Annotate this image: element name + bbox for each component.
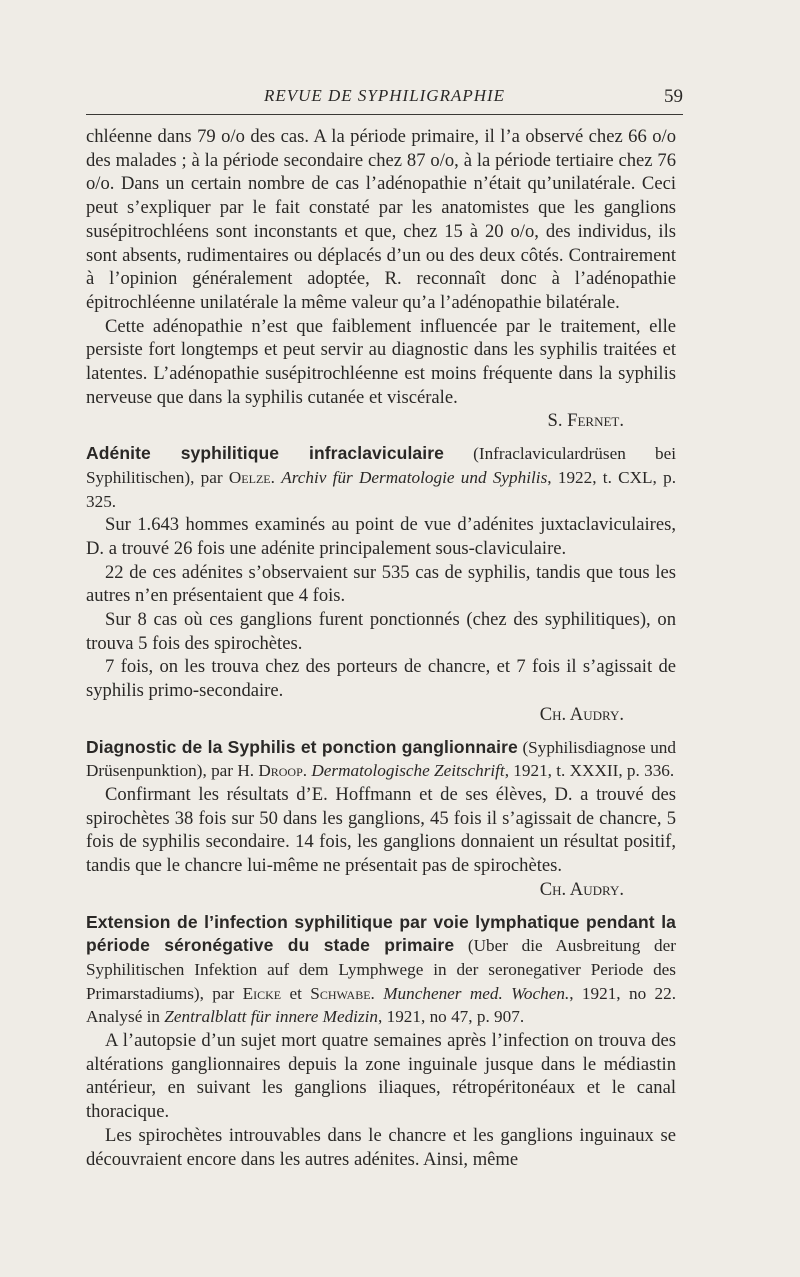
page-number: 59 (664, 86, 683, 107)
article2-ref-b: . (270, 467, 282, 487)
article4-ref-b: et (281, 983, 311, 1003)
article4-heading (86, 911, 676, 1030)
article4-ref-c: . (370, 983, 384, 1003)
article4-paragraph-1: A l’autopsie d’un sujet mort quatre semaines après l’infection on trouva des altérations ganglionnaires depuis la zone inguinale jusque dans le médiastin antérieur, en suivant les ganglions iliaques, rétropéritonéaux et le canal thoracique. (86, 1030, 676, 1123)
article4-title: Extension de l’infection syphilitique par voie lymphatique pendant la période séronégative du stade primaire (86, 911, 676, 956)
article1-paragraph-1: chléenne dans 79 o/o des cas. A la période primaire, il l’a observé chez 66 o/o des malades ; à la période secondaire chez 87 o/o, à la période tertiaire chez 76 o/o. Dans un certain nombre de cas l’adénopathie n’était qu’unilatérale. Ceci peut s’expliquer par le fait constaté par les anatomistes que les ganglions susépitrochléens sont inconstants et que, chez 15 à 20 o/o, des individus, ils sont absents, rudimentaires ou déplacés d’un ou des deux côtés. Contrairement à l’opinion généralement adoptée, R. reconnaît donc à l’adénopathie épitrochléenne unilatérale la même valeur qu’a l’adénopathie bilatérale. (86, 126, 676, 313)
article2-ref-a: (Infraclaviculardrüsen bei Syphilitischen), par (86, 444, 676, 487)
article1-paragraph-2-text: Cette adénopathie n’est que faiblement influencée par le traitement, elle persiste fort longtemps et peut servir au diagnostic dans les syphilis traitées et latentes. L’adénopathie susépitrochléenne est moins fréquente dans la syphilis nerveuse que dans la syphilis cutanée et viscérale. (86, 315, 676, 408)
article3-journal: Dermatologische Zeitschrift (311, 761, 505, 781)
page-body (86, 125, 676, 1171)
article1-signature-line (86, 409, 676, 433)
article3-paragraph-1: Confirmant les résultats d’E. Hoffmann et de ses élèves, D. a trouvé des spirochètes 38 fois sur 50 dans les ganglions, 45 fois il s’agissait de chancre, 5 fois de syphilis secondaire. 14 fois, les ganglions donnaient un résultat positif, tandis que le chancre lui-même ne présentait pas de spirochètes. (86, 783, 676, 877)
article2-title: Adénite syphilitique infraclaviculaire (86, 443, 444, 464)
article3-signature: Ch. Audry. (539, 878, 624, 900)
article4-author-1: Eicke (242, 983, 282, 1003)
article4-ref-d: , 1921, no 22. Analysé in (86, 983, 677, 1027)
article4-ref-a: (Uber die Ausbreitung der Syphilitischen Infektion auf dem Lymphwege in der seronegativer Periode des Primarstadiums), par (86, 936, 676, 1003)
header-rule (86, 114, 683, 115)
article2-heading (86, 442, 676, 513)
running-title: REVUE DE SYPHILIGRAPHIE (263, 86, 506, 105)
article4-ref-e: , 1921, no 47, p. 907. (378, 1007, 525, 1027)
article2-author: Oelze (228, 467, 271, 487)
article3-signature-line (86, 878, 676, 902)
article1-paragraph-2 (86, 315, 676, 410)
article4-journal-1: Munchener med. Wochen. (383, 983, 570, 1003)
article2-paragraph-4-text: 7 fois, on les trouva chez des porteurs de chancre, et 7 fois il s’agissait de syphilis primo-secondaire. (86, 656, 676, 702)
running-head (86, 86, 683, 112)
article2-signature: Ch. Audry. (539, 703, 624, 725)
article2-paragraph-3: Sur 8 cas où ces ganglions furent ponctionnés (chez des syphilitiques), on trouva 5 fois des spirochètes. (86, 609, 676, 654)
article3-ref-b: . (302, 761, 312, 781)
article2-journal: Archiv für Dermatologie und Syphilis (281, 467, 548, 487)
article1-signature: S. Fernet. (547, 410, 624, 432)
article3-ref-a: (Syphilisdiagnose und Drüsenpunktion), par H. (86, 737, 676, 781)
article4-paragraph-2: Les spirochètes introuvables dans le chancre et les ganglions inguinaux se découvraient encore dans les autres adénites. Ainsi, même (86, 1124, 676, 1170)
article2-signature-line (86, 703, 676, 727)
article3-title: Diagnostic de la Syphilis et ponction ganglionnaire (86, 736, 518, 757)
article2-paragraph-4 (86, 655, 676, 702)
article4-journal-2: Zentralblatt für innere Medizin (164, 1007, 379, 1027)
article4-author-2: Schwabe (310, 983, 371, 1003)
article2-paragraph-2: 22 de ces adénites s’observaient sur 535 cas de syphilis, tandis que tous les autres n’en présentaient que 4 fois. (86, 561, 676, 607)
article2-paragraph-1: Sur 1.643 hommes examinés au point de vue d’adénites juxtaclaviculaires, D. a trouvé 26 fois une adénite principalement sous-claviculaire. (86, 514, 676, 559)
article3-author: Droop (258, 761, 303, 781)
article2-ref-c: , 1922, t. CXL, p. 325. (86, 467, 676, 511)
article3-heading (86, 736, 676, 783)
article3-ref-c: , 1921, t. XXXII, p. 336. (504, 761, 675, 781)
